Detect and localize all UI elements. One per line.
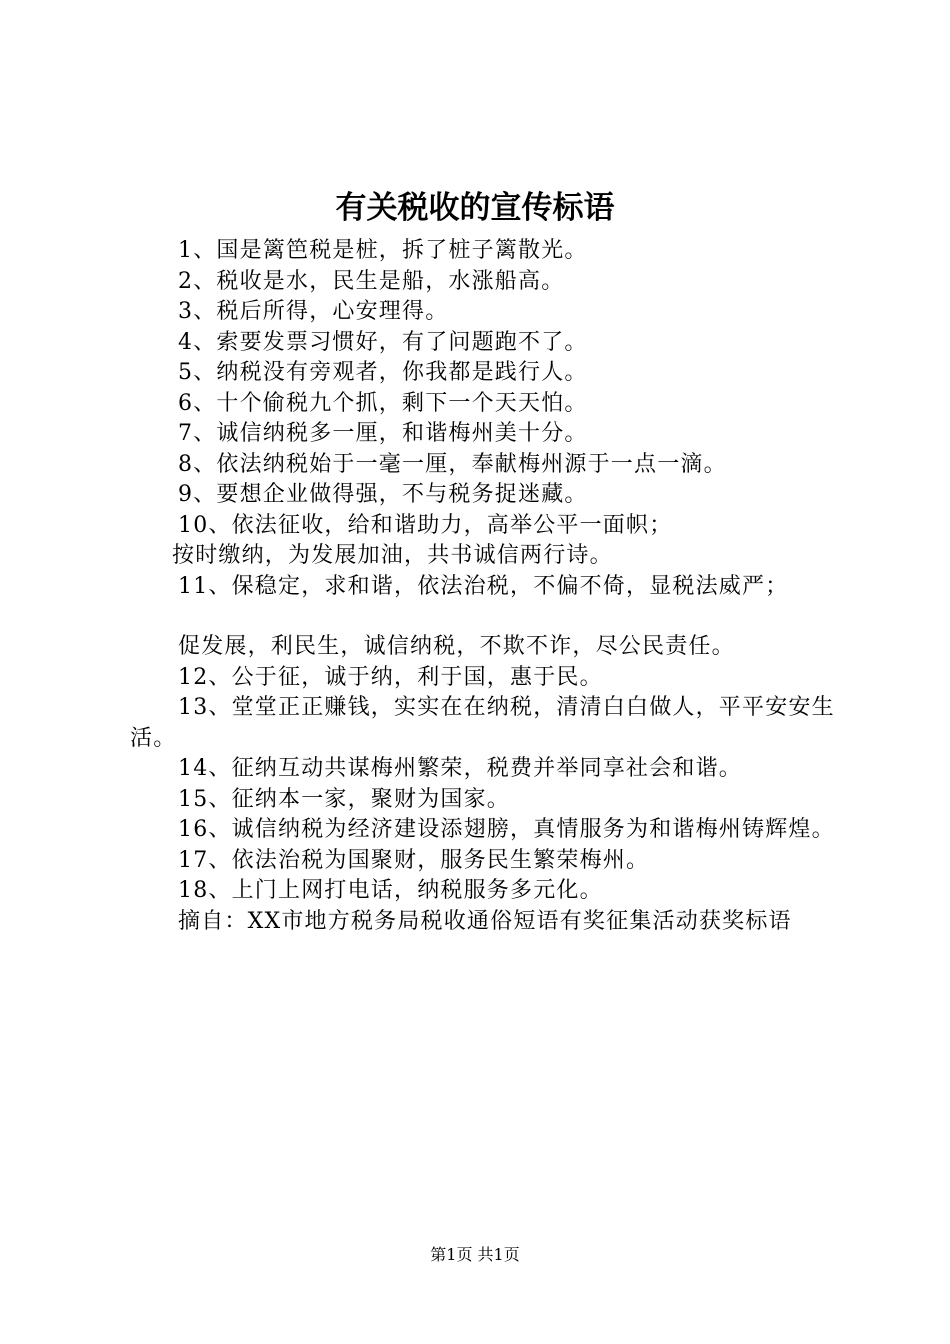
slogan-line: 3、税后所得，心安理得。 — [178, 299, 449, 324]
source-note: 摘自：XX市地方税务局税收通俗短语有奖征集活动获奖标语 — [178, 908, 792, 934]
slogan-line: 18、上门上网打电话，纳税服务多元化。 — [178, 878, 603, 903]
slogan-line: 11、保稳定，求和谐，依法治税，不偏不倚，显税法威严； — [178, 573, 789, 599]
slogan-line: 13、堂堂正正赚钱，实实在在纳税，清清白白做人，平平安安生活。 — [130, 695, 835, 751]
slogan-line: 10、依法征收，给和谐助力，高举公平一面帜； — [178, 512, 673, 538]
page-footer: 第1页 共1页 — [430, 1245, 520, 1264]
slogan-line: 17、依法治税为国聚财，服务民生繁荣梅州。 — [178, 847, 650, 873]
slogan-line: 5、纳税没有旁观者，你我都是践行人。 — [178, 360, 588, 385]
slogan-line: 6、十个偷税九个抓，剩下一个天天怕。 — [178, 390, 588, 416]
slogan-line: 2、税收是水，民生是船，水涨船高。 — [178, 268, 565, 294]
slogan-line: 12、公于征，诚于纳，利于国，惠于民。 — [178, 664, 603, 690]
slogan-line: 4、索要发票习惯好，有了问题跑不了。 — [178, 329, 588, 355]
slogan-line: 9、要想企业做得强，不与税务捉迷藏。 — [178, 482, 588, 507]
document-title: 有关税收的宣传标语 — [335, 190, 615, 226]
slogan-line: 14、征纳互动共谋梅州繁荣，税费并举同享社会和谐。 — [178, 756, 742, 781]
slogan-line: 15、征纳本一家，聚财为国家。 — [178, 786, 510, 812]
slogan-line: 1、国是篱笆税是桩，拆了桩子篱散光。 — [178, 238, 588, 263]
slogan-line: 8、依法纳税始于一毫一厘，奉献梅州源于一点一滴。 — [178, 451, 727, 477]
slogan-line: 16、诚信纳税为经济建设添翅膀，真情服务为和谐梅州铸辉煌。 — [178, 817, 835, 842]
slogan-line: 按时缴纳，为发展加油，共书诚信两行诗。 — [172, 543, 613, 568]
slogan-line: 促发展，利民生，诚信纳税，不欺不诈，尽公民责任。 — [178, 634, 735, 659]
slogan-line: 7、诚信纳税多一厘，和谐梅州美十分。 — [178, 421, 588, 446]
document-body — [130, 236, 840, 937]
